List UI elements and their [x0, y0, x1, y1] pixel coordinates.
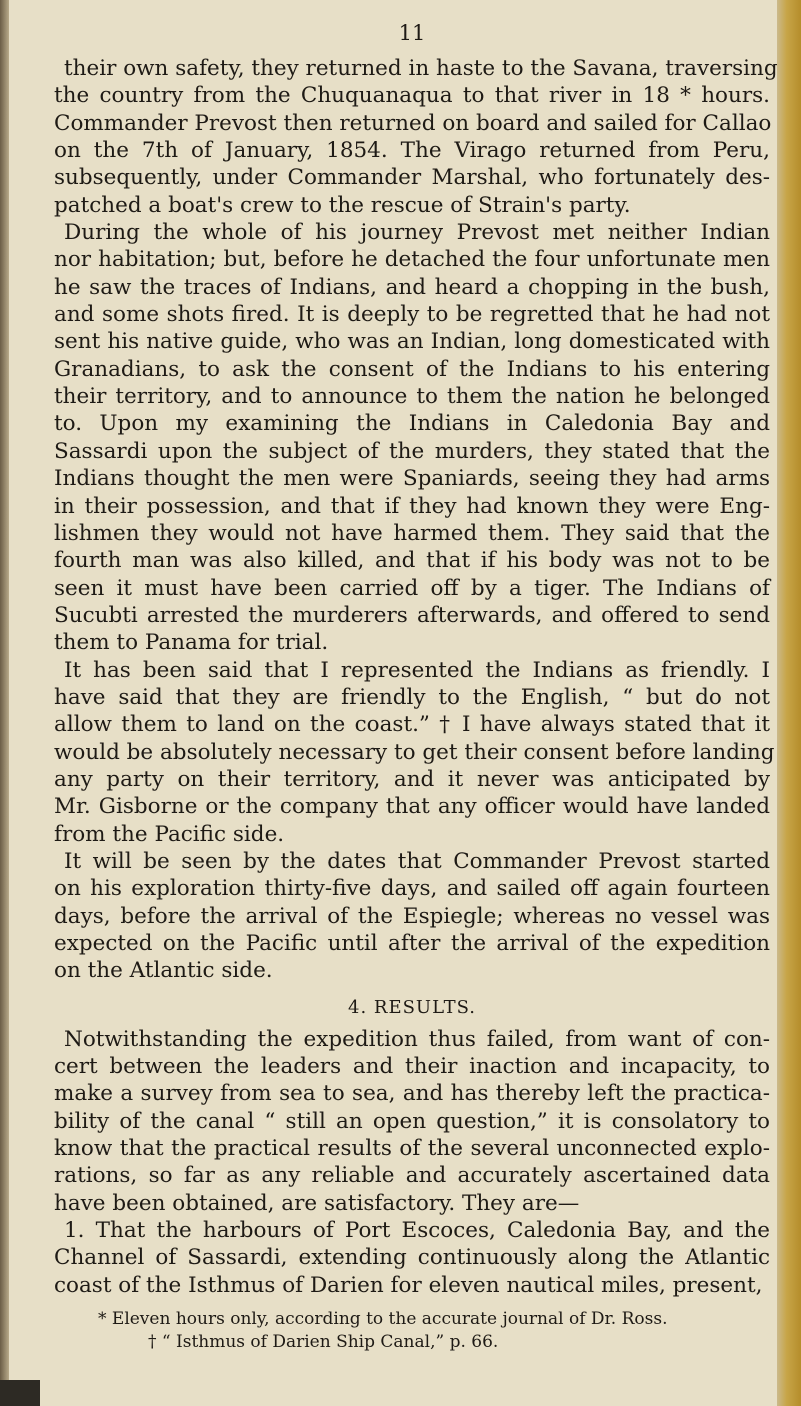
text-line: It has been said that I represented the Indians as friendly. I: [64, 657, 770, 683]
text-line: their territory, and to announce to them the nation he belonged: [54, 384, 770, 410]
text-line: would be absolutely necessary to get their consent before landing: [54, 739, 775, 765]
text-line: make a survey from sea to sea, and has thereby left the practica-: [54, 1081, 770, 1107]
text-line: sent his native guide, who was an Indian, long domesticated with: [54, 329, 770, 355]
paragraph: [54, 657, 775, 848]
text-line: patched a boat's crew to the rescue of Strain's party.: [54, 192, 631, 218]
text-line: It will be seen by the dates that Commander Prevost started: [64, 848, 770, 874]
text-line: Sassardi upon the subject of the murders, they stated that the: [54, 438, 770, 464]
paragraph: [54, 848, 770, 985]
text-line: have been obtained, are satisfactory. They are—: [54, 1190, 580, 1216]
text-line: cert between the leaders and their inaction and incapacity, to: [54, 1054, 770, 1080]
section-heading: 4. RESULTS.: [348, 996, 476, 1018]
paragraph: [54, 219, 770, 657]
text-line: on the Atlantic side.: [54, 958, 273, 984]
text-line: in their possession, and that if they had known they were Eng-: [54, 493, 770, 519]
text-line: allow them to land on the coast.” † I have always stated that it: [54, 712, 770, 738]
book-page: [54, 0, 778, 1406]
footnote: * Eleven hours only, according to the accurate journal of Dr. Ross.: [98, 1309, 668, 1330]
text-line: expected on the Pacific until after the arrival of the expedition: [54, 931, 770, 956]
text-line: bility of the canal “ still an open question,” it is consolatory to: [54, 1108, 770, 1134]
text-line: nor habitation; but, before he detached the four unfortunate men: [54, 247, 770, 273]
text-line: Mr. Gisborne or the company that any officer would have landed: [54, 794, 770, 820]
paragraph: [54, 55, 778, 219]
text-line: Notwithstanding the expedition thus failed, from want of con-: [64, 1026, 770, 1052]
text-line: lishmen they would not have harmed them. They said that the: [54, 520, 770, 546]
results-text: [54, 1026, 770, 1299]
text-line: coast of the Isthmus of Darien for eleven nautical miles, present,: [54, 1272, 763, 1298]
page-number: 11: [398, 21, 426, 45]
page-corner-shadow: [0, 1380, 40, 1406]
text-line: from the Pacific side.: [54, 821, 285, 847]
text-line: Commander Prevost then returned on board and sailed for Callao: [54, 110, 772, 136]
paragraph: [54, 1217, 770, 1299]
text-line: rations, so far as any reliable and accurately ascertained data: [54, 1163, 770, 1189]
text-line: fourth man was also killed, and that if his body was not to be: [54, 548, 770, 574]
text-line: 1. That the harbours of Port Escoces, Caledonia Bay, and the: [64, 1218, 770, 1244]
text-line: to. Upon my examining the Indians in Caledonia Bay and: [54, 411, 770, 437]
text-line: subsequently, under Commander Marshal, who fortunately des-: [54, 165, 770, 191]
paragraph: [54, 1026, 770, 1217]
text-line: Sucubti arrested the murderers afterwards, and offered to send: [54, 602, 770, 628]
text-line: he saw the traces of Indians, and heard a chopping in the bush,: [54, 274, 770, 300]
text-line: know that the practical results of the several unconnected explo-: [54, 1136, 770, 1162]
text-line: Channel of Sassardi, extending continuously along the Atlantic: [54, 1245, 770, 1271]
text-line: on the 7th of January, 1854. The Virago returned from Peru,: [54, 138, 770, 164]
text-line: the country from the Chuquanaqua to that river in 18 * hours.: [54, 83, 770, 109]
text-line: seen it must have been carried off by a tiger. The Indians of: [54, 575, 770, 601]
text-line: Granadians, to ask the consent of the Indians to his entering: [54, 356, 770, 382]
body-text: [54, 55, 778, 985]
book-spine-shadow: [0, 0, 9, 1406]
footnotes: [54, 1308, 770, 1354]
text-line: and some shots fired. It is deeply to be regretted that he had not: [54, 302, 770, 328]
text-line: any party on their territory, and it never was anticipated by: [54, 766, 770, 792]
text-line: days, before the arrival of the Espiegle; whereas no vessel was: [54, 903, 770, 929]
text-line: their own safety, they returned in haste to the Savana, traversing: [64, 56, 778, 81]
text-line: During the whole of his journey Prevost met neither Indian: [64, 220, 770, 246]
footnote: † “ Isthmus of Darien Ship Canal,” p. 66.: [148, 1332, 499, 1353]
text-line: on his exploration thirty-five days, and sailed off again fourteen: [54, 876, 770, 902]
gilded-page-edge: [777, 0, 801, 1406]
text-line: Indians thought the men were Spaniards, seeing they had arms: [54, 466, 770, 492]
text-line: them to Panama for trial.: [54, 630, 329, 656]
text-line: have said that they are friendly to the English, “ but do not: [54, 684, 770, 710]
